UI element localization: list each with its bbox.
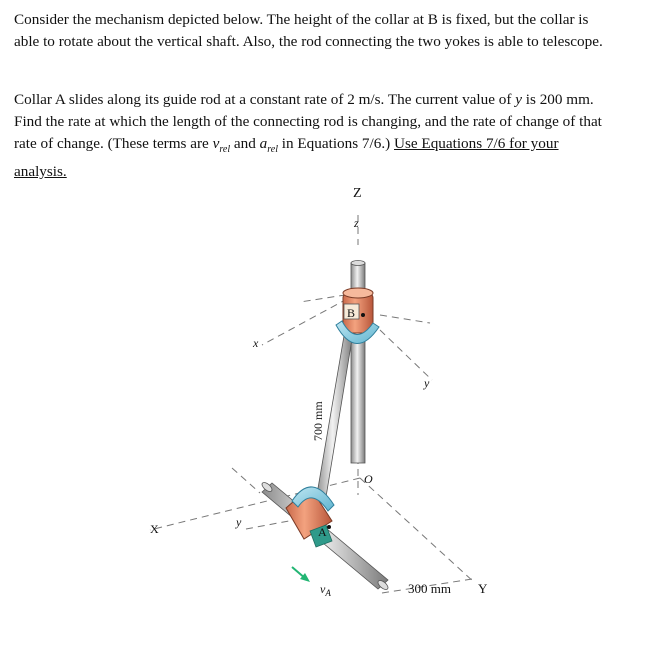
p2-text-1: Collar A slides along its guide rod at a constant rate of 2 m/s. The current value of (14, 91, 516, 108)
p2-text-and: and (230, 135, 260, 152)
use-equations-link[interactable]: Use Equations 7/6 for your analysis. (14, 135, 559, 181)
collar-a (286, 487, 334, 547)
v-rel-subscript: rel (219, 144, 231, 156)
p2-text-3: in Equations 7/6.) (277, 135, 394, 152)
v-rel-symbol: v (212, 135, 220, 152)
label-vA: $v_A$ (320, 582, 331, 598)
label-Z: Z (353, 186, 362, 201)
velocity-arrow-va (292, 567, 310, 582)
label-B: B (347, 306, 356, 320)
label-300-mm: 300 mm (408, 581, 451, 596)
p2-text-2: is 200 mm. Find the rate at which the length of the connecting rod is changing, and the rate of change of that rate of change. (These terms are (14, 91, 602, 152)
p2-var-y: y (515, 91, 522, 108)
mechanism-figure (0, 175, 668, 647)
label-y-upper: y (424, 376, 430, 390)
label-700-mm: 700 mm (311, 401, 325, 441)
label-Y: Y (478, 581, 488, 596)
problem-paragraph-2 (14, 89, 614, 183)
label-x-upper: x (253, 336, 259, 350)
label-A: A (318, 525, 327, 539)
a-rel-subscript: rel (267, 144, 278, 156)
label-z: z (354, 216, 359, 230)
label-X: X (150, 522, 159, 536)
label-O: O (364, 472, 373, 486)
label-y-lower: y (236, 515, 242, 529)
a-rel-symbol: a (259, 135, 268, 152)
problem-paragraph-1: Consider the mechanism depicted below. The height of the collar at B is fixed, but the collar is able to rotate about the vertical shaft. Also, the rod connecting the two yokes is able to telescope. (14, 11, 603, 50)
